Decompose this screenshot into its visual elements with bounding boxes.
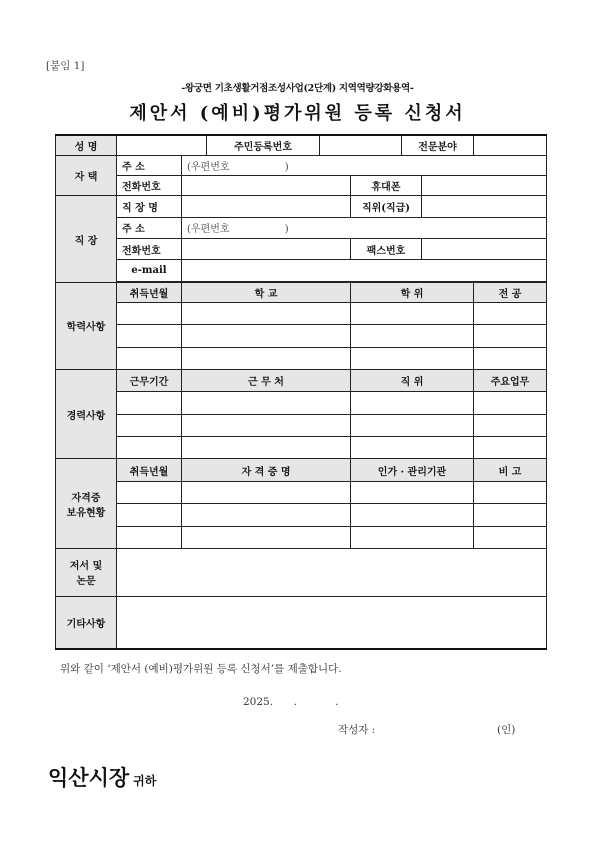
project-subtitle: -왕궁면 기초생활거점조성사업(2단계) 지역역량강화용역- <box>181 83 414 94</box>
company-label: 직 장 명 <box>117 196 182 217</box>
edu-header-major: 전 공 <box>474 282 547 302</box>
table-row <box>56 504 547 526</box>
papers-label-line2: 논문 <box>76 576 96 588</box>
career-header-row <box>56 370 547 392</box>
work-address-input[interactable] <box>182 217 547 238</box>
license-label <box>56 459 117 548</box>
license-header-name: 자 격 증 명 <box>182 459 351 481</box>
work-phone-row <box>56 239 547 260</box>
home-address-row <box>56 155 547 175</box>
submit-statement: 위와 같이 ‘제안서 (예비)평가위원 등록 신청서’를 제출합니다. <box>60 663 342 675</box>
career-header-period: 근무기간 <box>117 370 182 392</box>
career-header-position: 직 위 <box>351 370 474 392</box>
career-header-duties: 주요업무 <box>474 370 547 392</box>
table-row <box>56 325 547 347</box>
rrn-input[interactable] <box>320 135 402 155</box>
papers-label <box>56 548 117 596</box>
name-input[interactable] <box>117 135 207 155</box>
fax-label: 팩스번호 <box>351 239 422 260</box>
home-phone-label: 전화번호 <box>117 176 182 196</box>
table-row <box>56 481 547 503</box>
mobile-label: 휴대폰 <box>351 176 422 196</box>
addressee <box>48 762 156 792</box>
home-phone-row <box>56 176 547 196</box>
etc-input[interactable] <box>117 596 547 649</box>
page-title: 제안서 (예비)평가위원 등록 신청서 <box>129 103 466 124</box>
license-header-date: 취득년월 <box>117 459 182 481</box>
work-address-row <box>56 217 547 238</box>
work-address-label: 주 소 <box>117 217 182 238</box>
work-company-row <box>56 196 547 217</box>
home-label: 자 택 <box>56 155 117 196</box>
education-header-row <box>56 282 547 302</box>
table-row <box>56 526 547 548</box>
work-email-row <box>56 260 547 281</box>
date-dot-day: . <box>335 696 339 708</box>
fax-input[interactable] <box>422 239 547 260</box>
papers-row <box>56 548 547 596</box>
etc-label: 기타사항 <box>56 596 117 649</box>
table-row <box>56 414 547 436</box>
table-row <box>56 303 547 325</box>
author-label: 작성자 : <box>338 724 376 736</box>
work-zipcode-placeholder: (우편번호 <box>187 224 230 236</box>
company-input[interactable] <box>182 196 351 217</box>
date-line <box>243 696 356 708</box>
career-header-workplace: 근 무 처 <box>182 370 351 392</box>
name-row <box>56 135 547 155</box>
rrn-label: 주민등록번호 <box>207 135 320 155</box>
license-header-row <box>56 459 547 481</box>
name-label: 성 명 <box>56 135 117 155</box>
email-label: e-mail <box>117 260 182 281</box>
addressee-honorific: 귀하 <box>133 774 157 788</box>
edu-header-date: 취득년월 <box>117 282 182 302</box>
email-input[interactable] <box>182 260 547 281</box>
table-row <box>56 437 547 459</box>
license-label-line2: 보유현황 <box>66 507 106 519</box>
work-label: 직 장 <box>56 196 117 282</box>
license-label-line1: 자격증 <box>71 492 101 504</box>
application-form <box>55 134 547 650</box>
home-phone-input[interactable] <box>182 176 351 196</box>
position-input[interactable] <box>422 196 547 217</box>
etc-row <box>56 596 547 649</box>
home-zipcode-placeholder: (우편번호 <box>187 161 230 173</box>
license-header-remarks: 비 고 <box>474 459 547 481</box>
mobile-input[interactable] <box>422 176 547 196</box>
work-phone-input[interactable] <box>182 239 351 260</box>
field-input[interactable] <box>474 135 547 155</box>
work-zipcode-close: ) <box>284 224 289 236</box>
field-label: 전문분야 <box>402 135 474 155</box>
home-address-input[interactable] <box>182 155 547 175</box>
date-dot-month: . <box>293 696 298 708</box>
table-row <box>56 392 547 414</box>
papers-label-line1: 저서 및 <box>69 561 103 573</box>
papers-input[interactable] <box>117 548 547 596</box>
seal-mark: (인) <box>497 724 516 736</box>
addressee-name: 익산시장 <box>48 766 130 790</box>
education-label: 학력사항 <box>56 282 117 369</box>
date-year: 2025. <box>243 696 274 708</box>
career-label: 경력사항 <box>56 370 117 459</box>
edu-header-degree: 학 위 <box>351 282 474 302</box>
attachment-label: [붙임 1] <box>46 60 85 72</box>
home-zipcode-close: ) <box>284 161 289 173</box>
table-row <box>56 347 547 369</box>
home-address-label: 주 소 <box>117 155 182 175</box>
work-phone-label: 전화번호 <box>117 239 182 260</box>
position-label: 직위(직급) <box>351 196 422 217</box>
edu-header-school: 학 교 <box>182 282 351 302</box>
license-header-authority: 인가 · 관리기관 <box>351 459 474 481</box>
